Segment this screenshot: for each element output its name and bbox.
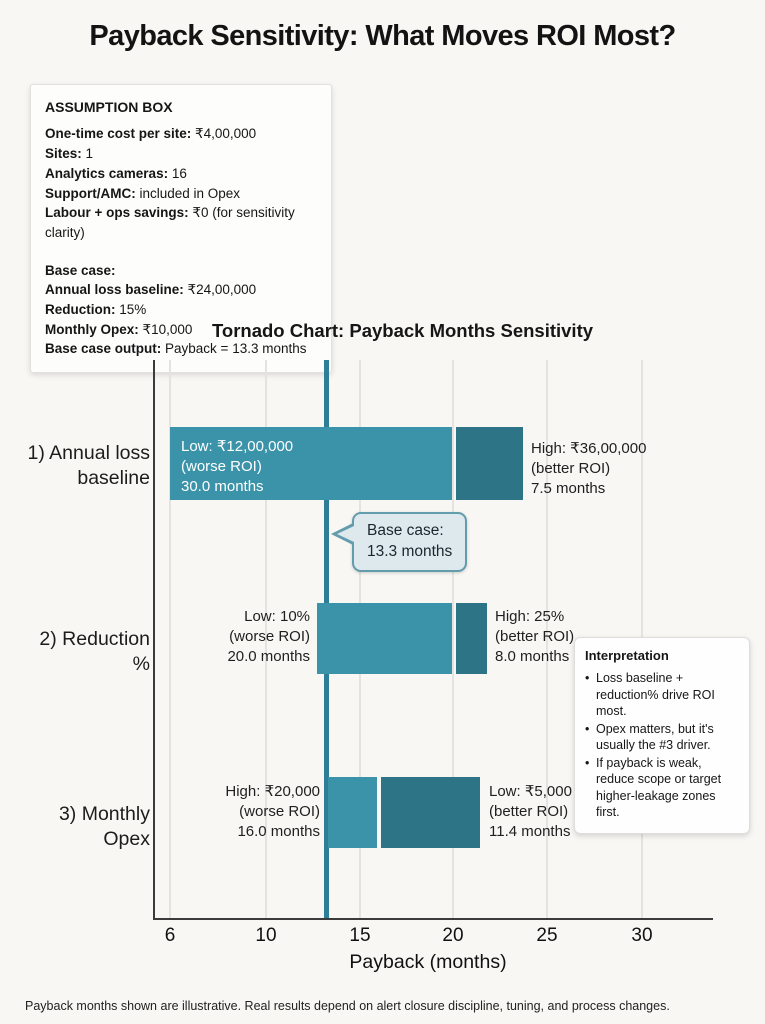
bar-opex-low-segment bbox=[381, 777, 480, 848]
interpretation-bullet: • If payback is weak, reduce scope or target higher-leakage zones first. bbox=[585, 755, 740, 821]
row-label-annual-loss: 1) Annual loss baseline bbox=[27, 442, 150, 490]
assumption-line: Sites: 1 bbox=[45, 146, 94, 162]
assumption-line: Labour + ops savings: ₹0 (for sensitivity clarity) bbox=[45, 205, 295, 240]
page-title: Payback Sensitivity: What Moves ROI Most? bbox=[89, 20, 676, 52]
assumption-line: Base case: bbox=[45, 262, 116, 278]
interpretation-box bbox=[574, 637, 750, 834]
bar-opex-high-segment bbox=[328, 777, 377, 848]
y-axis-line bbox=[153, 360, 155, 920]
row-label-opex: 3) Monthly Opex bbox=[58, 803, 150, 851]
footer-note: Payback months shown are illustrative. Real results depend on alert closure discipline, tuning, and process changes. bbox=[25, 999, 670, 1013]
annotation-annual-loss-low: Low: ₹12,00,000 (worse ROI) 30.0 months bbox=[181, 438, 294, 495]
spacer bbox=[45, 243, 317, 261]
assumption-line: Reduction: 15% bbox=[45, 302, 147, 318]
chart-title: Tornado Chart: Payback Months Sensitivity bbox=[211, 320, 594, 341]
bar-reduction-high-segment bbox=[456, 603, 487, 674]
interpretation-header: Interpretation bbox=[585, 648, 669, 663]
interpretation-bullet: • Opex matters, but it's usually the #3 driver. bbox=[585, 721, 740, 754]
x-axis-label: Payback (months) bbox=[349, 951, 507, 973]
annotation-annual-loss-high: High: ₹36,00,000 (better ROI) 7.5 months bbox=[531, 440, 647, 497]
base-case-callout: Base case: 13.3 months bbox=[352, 512, 467, 572]
x-tick-30: 30 bbox=[631, 925, 653, 946]
assumption-line: One-time cost per site: ₹4,00,000 bbox=[45, 126, 257, 142]
callout-pointer-fill bbox=[337, 526, 354, 542]
assumption-line: Base case output: Payback = 13.3 months bbox=[45, 341, 307, 357]
interpretation-bullet: • Loss baseline + reduction% drive ROI most. bbox=[585, 670, 740, 720]
bar-reduction-low-segment bbox=[317, 603, 452, 674]
annotation-reduction-high: High: 25% (better ROI) 8.0 months bbox=[495, 608, 575, 665]
x-tick-25: 25 bbox=[536, 925, 558, 946]
x-tick-10: 10 bbox=[255, 925, 277, 946]
x-tick-15: 15 bbox=[349, 925, 371, 946]
annotation-opex-high: High: ₹20,000 (worse ROI) 16.0 months bbox=[225, 783, 320, 840]
assumption-line: Analytics cameras: 16 bbox=[45, 165, 187, 181]
x-axis-line bbox=[153, 918, 713, 920]
assumption-line: Support/AMC: included in Opex bbox=[45, 185, 241, 201]
assumption-line: Monthly Opex: ₹10,000 bbox=[45, 321, 193, 337]
x-tick-20: 20 bbox=[442, 925, 464, 946]
assumption-box-header: ASSUMPTION BOX bbox=[45, 99, 173, 115]
annotation-reduction-low: Low: 10% (worse ROI) 20.0 months bbox=[227, 608, 310, 665]
annotation-opex-low: Low: ₹5,000 (better ROI) 11.4 months bbox=[489, 783, 572, 840]
row-label-reduction: 2) Reduction % bbox=[39, 628, 150, 676]
x-tick-6: 6 bbox=[164, 925, 176, 946]
bar-annual-loss-high-segment bbox=[456, 427, 523, 500]
assumption-line: Annual loss baseline: ₹24,00,000 bbox=[45, 282, 257, 298]
